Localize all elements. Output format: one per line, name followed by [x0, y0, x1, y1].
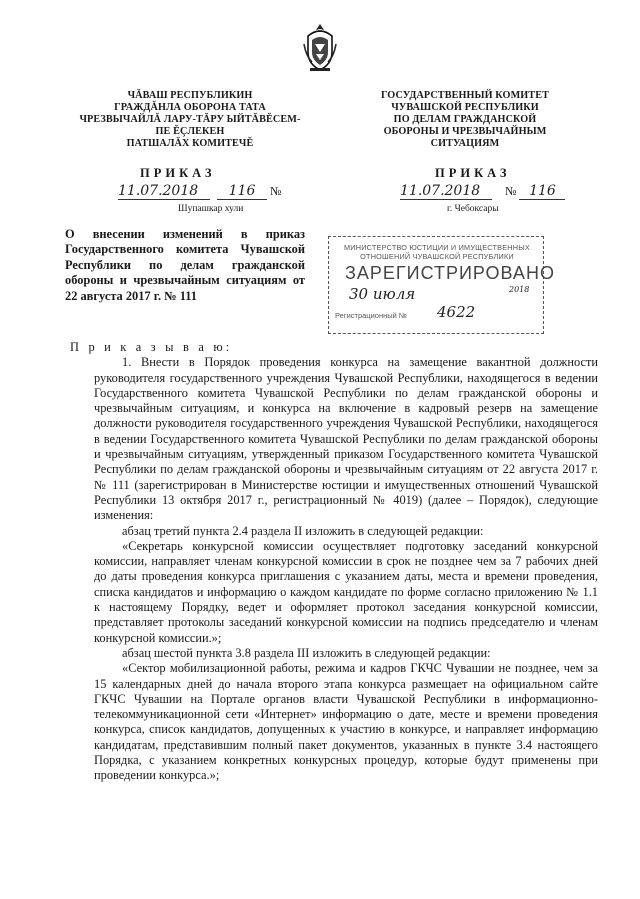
- city-right: г. Чебоксары: [447, 204, 499, 214]
- paragraph-5: «Сектор мобилизационной работы, режима и кадров ГКЧС Чувашии не позднее, чем за 15 календарных дней до начала второго этапа конкурса размещает на официальном сайте ГКЧС Чувашии на Портале органов власти Чувашской Республики в информационно-телекоммуникационной сети «Интернет» информацию о дате, месте и времени проведения конкурса, список кандидатов, допущенных к участию в конкурсе, и направляет информацию кандидатам, представившим полный пакет документов, указанных в пункте 3.4 настоящего Порядка, с указанием конкретных конкурсных процедур, которые будут применены при проведении конкурса.»;: [94, 661, 598, 783]
- order-date-right: 11.07.2018: [400, 183, 492, 200]
- stamp-ministry-line: МИНИСТЕРСТВО ЮСТИЦИИ И ИМУЩЕСТВЕННЫХ: [344, 243, 530, 252]
- order-number-left: 116: [217, 183, 267, 200]
- header-right-line: СИТУАЦИЯМ: [430, 138, 500, 149]
- order-title-left: ПРИКАЗ: [140, 166, 216, 180]
- stamp-ministry-line: ОТНОШЕНИЙ ЧУВАШСКОЙ РЕСПУБЛИКИ: [360, 252, 514, 261]
- chuvashia-emblem-icon: [302, 22, 338, 74]
- stamp-registered: ЗАРЕГИСТРИРОВАНО: [345, 263, 555, 283]
- header-left-line: ПАТШАЛĂХ КОМИТЕЧĔ: [126, 138, 254, 149]
- stamp-date: 30 июля: [349, 285, 416, 303]
- order-date-number-right: [400, 183, 565, 201]
- stamp-reg-label: Регистрационный №: [335, 311, 407, 320]
- paragraph-1: 1. Внести в Порядок проведения конкурса на замещение вакантной должности руководителя государственного учреждения Чувашской Республики, находящегося в ведении Государственного комитета Чувашской Республики по делам гражданской обороны и чрезвычайным ситуациям, и конкурса на включение в кадровый резерв на замещение должности руководителя государственного учреждения Чувашской Республики, находящегося в ведении Государственного комитета Чувашской Республики по делам гражданской обороны и чрезвычайным ситуациям, утвержденный приказом Государственного комитета Чувашской Республики по делам гражданской обороны и чрезвычайным ситуациям от 22 августа 2017 г. № 111 (зарегистрирован в Министерстве юстиции и имущественных отношений Чувашской Республики 13 октября 2017 г., регистрационный № 4019) (далее – Порядок), следующие изменения:: [94, 355, 598, 523]
- order-number-right: 116: [519, 183, 565, 200]
- paragraph-3: «Секретарь конкурсной комиссии осуществляет подготовку заседаний конкурсной комиссии, направляет членам конкурсной комиссии в срок не позднее чем за 7 рабочих дней до даты проведения конкурса приглашения с указанием даты, места и времени проведения, списка кандидатов и информацию о каждом кандидате по форме согласно приложению № 1.1 к настоящему Порядку, ведет и оформляет протокол заседания конкурсной комиссии, представляет протоколы заседаний конкурсной комиссии на подпись председателю и членам конкурсной комиссии.»;: [94, 538, 598, 645]
- prikazyvayu: П р и к а з ы в а ю:: [70, 340, 233, 354]
- header-right-line: ЧУВАШСКОЙ РЕСПУБЛИКИ: [391, 102, 539, 113]
- header-right-line: ГОСУДАРСТВЕННЫЙ КОМИТЕТ: [380, 90, 549, 101]
- city-left: Шупашкар хули: [178, 204, 244, 214]
- header-right-line: ПО ДЕЛАМ ГРАЖДАНСКОЙ: [393, 114, 537, 125]
- paragraph-2: абзац третий пункта 2.4 раздела II изложить в следующей редакции:: [122, 523, 484, 538]
- header-left-line: ПЕ ĔÇЛЕКЕН: [155, 126, 225, 137]
- header-left-line: ЧĂВАШ РЕСПУБЛИКИН: [127, 90, 253, 101]
- order-date-left: 11.07.2018: [118, 183, 210, 200]
- header-right-russian: [360, 90, 570, 150]
- header-left-line: ГРАЖДĂНЛА ОБОРОНА ТАТА: [114, 102, 266, 113]
- number-sign-right: №: [505, 184, 517, 198]
- order-date-number-left: [118, 183, 281, 201]
- stamp-year: 2018: [509, 285, 530, 294]
- document-title: О внесении изменений в приказ Государственного комитета Чувашской Республики по делам гражданской обороны и чрезвычайным ситуациям от 22 августа 2017 г. № 111: [65, 227, 305, 303]
- header-right-line: ОБОРОНЫ И ЧРЕЗВЫЧАЙНЫМ: [383, 126, 547, 137]
- order-title-right: ПРИКАЗ: [435, 166, 511, 180]
- stamp-reg-number: 4622: [437, 303, 476, 321]
- number-sign-left: №: [270, 184, 282, 198]
- header-left-chuvash: [65, 90, 315, 150]
- paragraph-4: абзац шестой пункта 3.8 раздела III изложить в следующей редакции:: [122, 645, 491, 660]
- registration-stamp: [328, 236, 555, 334]
- document-body: [70, 340, 598, 784]
- header-left-line: ЧРЕЗВЫЧАЙЛĂ ЛАРУ-ТĂРУ ЫЙТĂВĔСЕМ-: [79, 114, 301, 125]
- stamp-ministry: [335, 243, 539, 261]
